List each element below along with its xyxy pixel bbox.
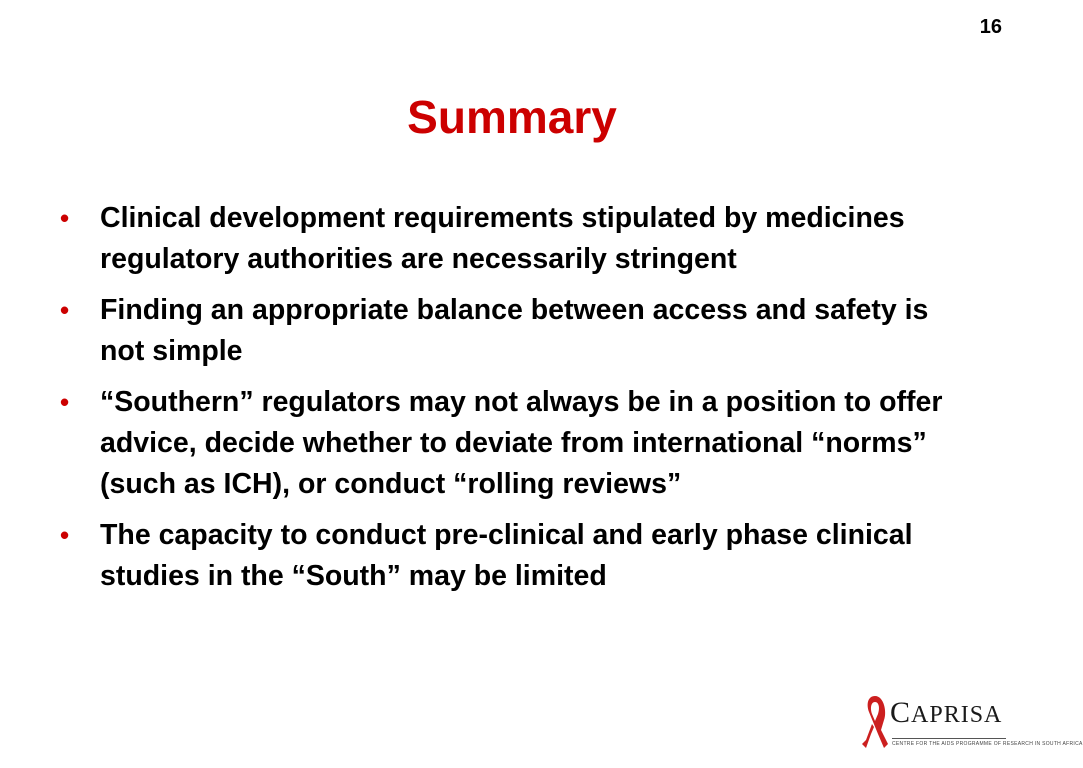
bullet-item: [60, 382, 980, 505]
bullet-item: [60, 290, 980, 372]
bullet-marker: •: [60, 387, 70, 417]
bullet-item: [60, 198, 980, 280]
slide-title: Summary: [407, 91, 617, 143]
bullet-marker: •: [60, 520, 70, 550]
bullet-text: Clinical development requirements stipulated by medicines regulatory authorities are necessarily stringent: [100, 202, 905, 275]
red-ribbon-icon: [860, 694, 890, 750]
bullet-text: The capacity to conduct pre-clinical and early phase clinical studies in the “South” may be limited: [100, 519, 913, 592]
bullet-marker: •: [60, 203, 70, 233]
logo-first-letter: C: [890, 696, 912, 729]
bullet-item: [60, 515, 980, 597]
bullet-marker: •: [60, 295, 70, 325]
bullet-text: “Southern” regulators may not always be in a position to offer advice, decide whether to deviate from international “norms” (such as ICH), or conduct “rolling reviews”: [100, 386, 943, 500]
slide-number: 16: [979, 16, 1002, 38]
bullet-list: [60, 198, 980, 607]
caprisa-logo: [860, 694, 1083, 756]
logo-tagline: CENTRE FOR THE AIDS PROGRAMME OF RESEARCH IN SOUTH AFRICA: [892, 738, 1006, 747]
bullet-text: Finding an appropriate balance between access and safety is not simple: [100, 294, 929, 367]
logo-wordmark: [890, 696, 1002, 730]
logo-rest: APRISA: [911, 702, 1003, 728]
